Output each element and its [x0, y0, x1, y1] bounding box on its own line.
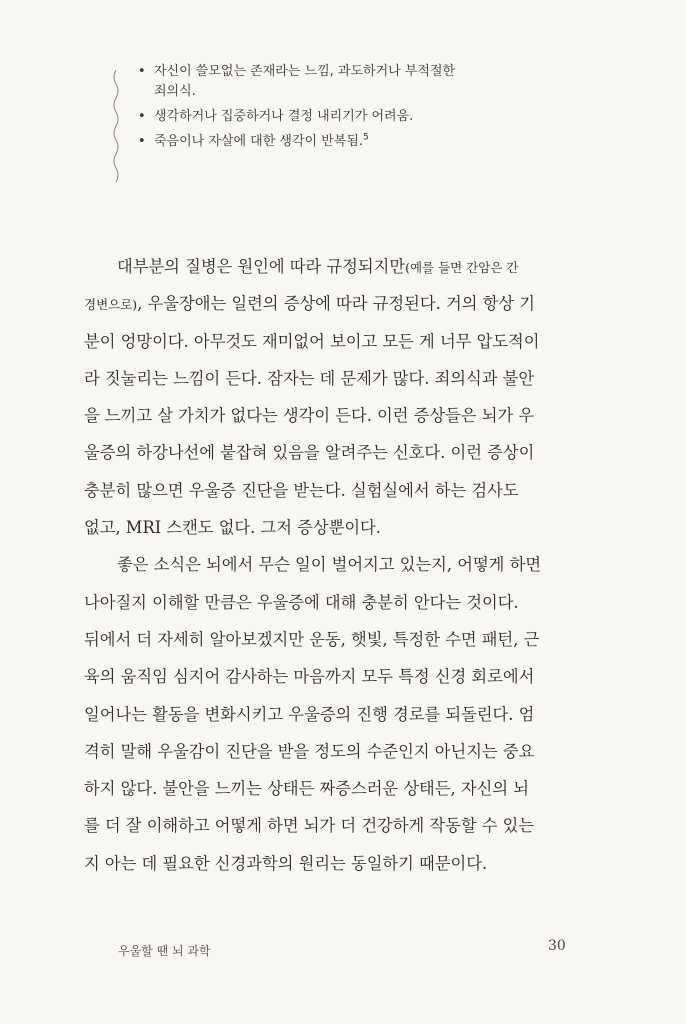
- symptom-list: [138, 62, 578, 157]
- list-item-text-continued: 죄의식.: [154, 84, 196, 99]
- parenthetical-note: 경변으로): [84, 297, 138, 313]
- parenthetical-note: (예를 들면 간암은 간: [405, 260, 519, 275]
- paragraph-line: 울증의 하강나선에 붙잡혀 있음을 알려주는 신호다. 이런 증상이: [84, 443, 535, 463]
- paragraph-line: 충분히 많으면 우울증 진단을 받는다. 실험실에서 하는 검사도: [84, 480, 519, 500]
- running-footer-book-title: 우울할 땐 뇌 과학: [118, 944, 211, 958]
- list-item-text: 자신이 쓸모없는 존재라는 느낌, 과도하거나 부적절한: [154, 64, 456, 79]
- paragraph-line: 을 느끼고 살 가치가 없다는 생각이 든다. 이런 증상들은 뇌가 우: [84, 406, 535, 426]
- list-item-text: 죽음이나 자살에 대한 생각이 반복됨.: [154, 134, 364, 149]
- paragraph-line: 격히 말해 우울감이 진단을 받을 정도의 수준인지 아닌지는 중요: [84, 741, 535, 761]
- list-item: [138, 132, 578, 152]
- paragraph-line: 육의 움직임 심지어 감사하는 마음까지 모두 특정 신경 회로에서: [84, 667, 535, 687]
- paragraph-line: 라 짓눌리는 느낌이 든다. 잠자는 데 문제가 많다. 죄의식과 불안: [84, 368, 535, 388]
- paragraph-line: 나아질지 이해할 만큼은 우울증에 대해 충분히 안다는 것이다.: [84, 592, 519, 612]
- list-item: [138, 62, 578, 102]
- body-text: [84, 248, 602, 882]
- page-number: 30: [548, 938, 566, 954]
- paragraph-line: 지 아는 데 필요한 신경과학의 원리는 동일하기 때문이다.: [84, 853, 488, 873]
- paragraph-line: [84, 285, 602, 322]
- paragraph-line: 뒤에서 더 자세히 알아보겠지만 운동, 햇빛, 특정한 수면 패턴, 근: [84, 629, 540, 649]
- list-item: [138, 107, 578, 127]
- paragraph-line: 하지 않다. 불안을 느끼는 상태든 짜증스러운 상태든, 자신의 뇌: [84, 779, 529, 799]
- paragraph-line: 일어나는 활동을 변화시키고 우울증의 진행 경로를 되돌린다. 엄: [84, 704, 535, 724]
- text-run: , 우울장애는 일련의 증상에 따라 규정된다. 거의 항상 기: [137, 294, 535, 314]
- wavy-border-decoration: [110, 70, 122, 182]
- list-item-text: 생각하거나 집중하거나 결정 내리기가 어려움.: [154, 109, 414, 124]
- symptom-list-block: [110, 62, 580, 182]
- paragraph-line: 없고, MRI 스캔도 없다. 그저 증상뿐이다.: [84, 518, 381, 538]
- paragraph-line: [84, 248, 602, 285]
- paragraph-line: 를 더 잘 이해하고 어떻게 하면 뇌가 더 건강하게 작동할 수 있는: [84, 816, 535, 836]
- paragraph-line: 분이 엉망이다. 아무것도 재미없어 보이고 모든 게 너무 압도적이: [84, 331, 540, 351]
- paragraph-line: 좋은 소식은 뇌에서 무슨 일이 벌어지고 있는지, 어떻게 하면: [117, 555, 542, 575]
- footnote-marker: 5: [363, 132, 369, 143]
- text-run: 대부분의 질병은 원인에 따라 규정되지만: [117, 257, 406, 276]
